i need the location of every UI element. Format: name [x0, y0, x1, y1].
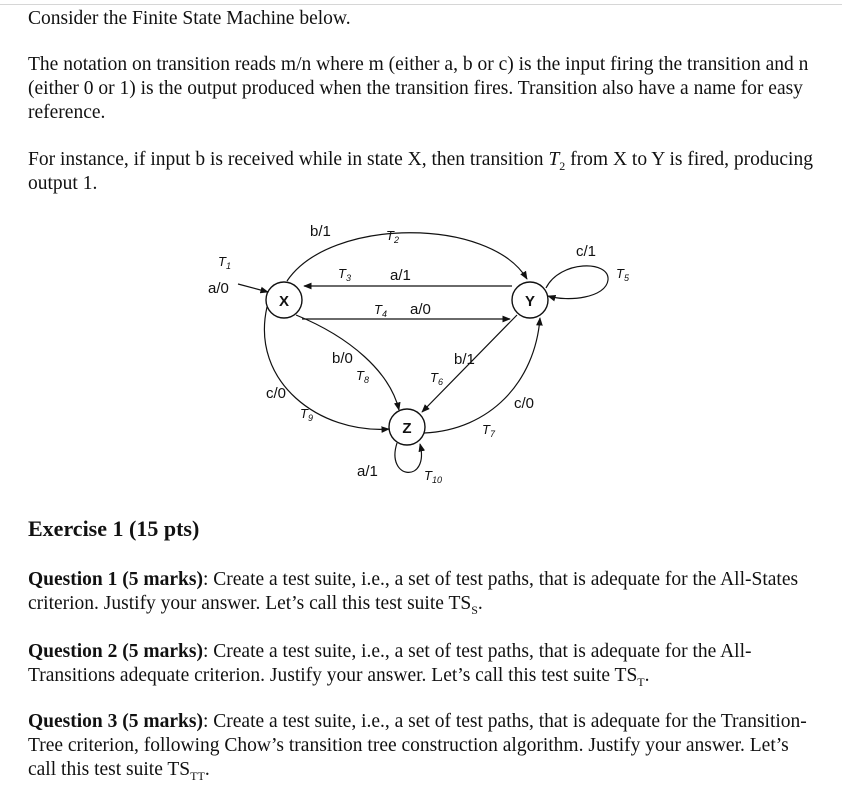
state-y-label: Y [524, 293, 536, 310]
t4-io-label: a/0 [410, 301, 431, 318]
t8-io-label: b/0 [332, 350, 353, 367]
t1-name-label: $T_1$ [218, 254, 231, 271]
exercise-title: Exercise 1 (15 pts) [28, 516, 200, 541]
t9-io-label: c/0 [266, 385, 287, 402]
t10-io-label: a/1 [357, 463, 378, 480]
t7-io-label: c/0 [514, 395, 535, 412]
state-x-label: X [278, 293, 290, 310]
t4-name-label: $T_4$ [374, 302, 387, 319]
transition-t7-arrow [424, 318, 540, 433]
transition-t9-arrow [264, 307, 389, 429]
t2-name-label: $T_2$ [386, 228, 399, 245]
question-3: Question 3 (5 marks): Create a test suite, i.e., a set of test paths, that is adequate for the Transition-Tree criterion, following Chow’s transition tree construction algorithm. Justify your answer. Let’s call this test suite $TS_{TT}$. [28, 711, 807, 783]
t8-name-label: $T_8$ [356, 368, 369, 385]
t9-name-label: $T_9$ [300, 406, 313, 423]
t1-io-label: a/0 [208, 280, 229, 297]
transition-t10-arrow [395, 443, 422, 472]
state-z-label: Z [402, 420, 412, 437]
state-y [512, 282, 548, 318]
transition-t5-arrow [546, 266, 608, 299]
t3-io-label: a/1 [390, 267, 411, 284]
transition-t1-arrow [238, 284, 268, 292]
state-x [266, 282, 302, 318]
top-divider [0, 4, 842, 5]
question-2: Question 2 (5 marks): Create a test suite, i.e., a set of test paths, that is adequate for the All-Transitions adequate criterion. Justify your answer. Let’s call this test suite $TS_T$. [28, 641, 752, 689]
notation-paragraph: The notation on transition reads m/n where m (either a, b or c) is the input firing the transition and n (either 0 or 1) is the output produced when the transition fires. Transition also have a name for easy reference. [28, 54, 809, 123]
state-z [389, 409, 425, 445]
t6-io-label: b/1 [454, 351, 475, 368]
question-1: Question 1 (5 marks): Create a test suite, i.e., a set of test paths, that is adequate for the All-States criterion. Justify your answer. Let’s call this test suite $TS_S$. [28, 569, 799, 617]
example-paragraph: For instance, if input b is received while in state X, then transition $T_2$ from X to Y is fired, producing output 1. [28, 149, 813, 194]
t3-name-label: $T_3$ [338, 266, 351, 283]
t5-name-label: $T_5$ [616, 266, 629, 283]
t6-name-label: $T_6$ [430, 370, 443, 387]
t2-io-label: b/1 [310, 223, 331, 240]
intro-line: Consider the Finite State Machine below. [28, 8, 351, 29]
fsm-diagram [190, 222, 630, 502]
t10-name-label: $T_{10}$ [424, 468, 442, 485]
t7-name-label: $T_7$ [482, 422, 495, 439]
t5-io-label: c/1 [576, 243, 597, 260]
